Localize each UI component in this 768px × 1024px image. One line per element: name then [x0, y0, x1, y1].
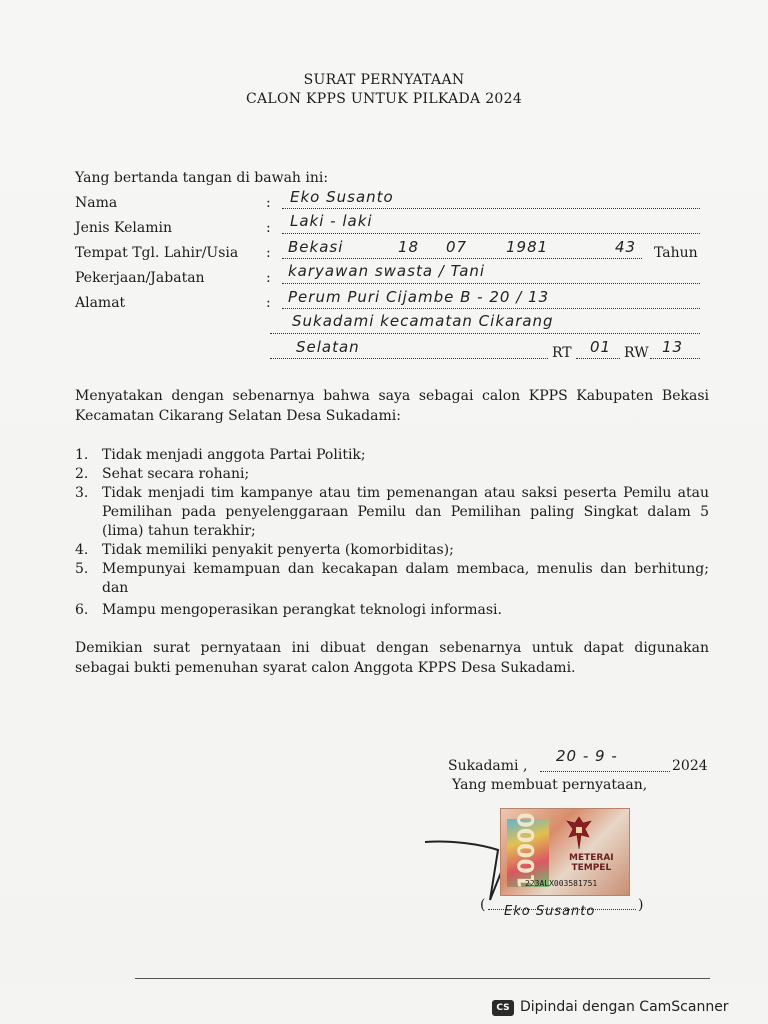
dotted-line — [270, 333, 700, 334]
date-year: 2024 — [672, 758, 708, 774]
rw-label: RW — [624, 345, 649, 361]
stamp-value: 10000 — [515, 812, 540, 889]
field-label-ttl: Tempat Tgl. Lahir/Usia — [75, 245, 239, 261]
field-value-alamat-3: Selatan — [296, 338, 360, 356]
document-title: SURAT PERNYATAAN — [303, 72, 465, 88]
field-value-ttl-place: Bekasi — [288, 238, 344, 256]
stamp-serial: 223ALX003581751 — [525, 879, 598, 888]
signer-name: Eko Susanto — [504, 904, 596, 919]
list-item: 3. Tidak menjadi tim kampanye atau tim pemenangan atau saksi peserta Pemilu atau Pemilihan pada penyelenggaraan Pemilu dan Pemilihan paling Singkat dalam 5 (lima) tahun terakhir; — [75, 485, 709, 539]
dotted-line — [540, 771, 670, 772]
field-value-nama: Eko Susanto — [290, 188, 394, 206]
camscanner-footer — [480, 994, 768, 1022]
field-value-ttl-day: 18 — [398, 238, 420, 256]
dotted-line — [282, 233, 700, 234]
field-label-jenis-kelamin: Jenis Kelamin — [75, 220, 172, 236]
field-value-jenis-kelamin: Laki - laki — [290, 212, 373, 230]
field-value-ttl-year: 1981 — [506, 238, 549, 256]
list-item: 6. Mampu mengoperasikan perangkat teknologi informasi. — [75, 602, 502, 618]
field-value-ttl-month: 07 — [446, 238, 468, 256]
date-handwritten: 20 - 9 - — [556, 747, 618, 765]
field-label-alamat: Alamat — [75, 295, 126, 311]
dotted-line — [282, 258, 642, 259]
dotted-line — [270, 358, 548, 359]
bottom-rule — [135, 978, 710, 979]
field-label-pekerjaan: Pekerjaan/Jabatan — [75, 270, 205, 286]
paren-open: ( — [480, 897, 486, 913]
dotted-line — [282, 283, 700, 284]
camscanner-text: Dipindai dengan CamScanner — [520, 999, 729, 1015]
paren-close: ) — [638, 897, 644, 913]
garuda-emblem-icon — [565, 815, 593, 851]
list-item: 4. Tidak memiliki penyakit penyerta (komorbiditas); — [75, 542, 454, 558]
dotted-line — [282, 208, 700, 209]
field-value-pekerjaan: karyawan swasta / Tani — [288, 262, 486, 280]
rt-label: RT — [552, 345, 572, 361]
dotted-line — [650, 358, 700, 359]
dotted-line — [576, 358, 620, 359]
dotted-line — [282, 308, 700, 309]
statement-paragraph: Menyatakan dengan sebenarnya bahwa saya sebagai calon KPPS Kabupaten Bekasi Kecamatan Cikarang Selatan Desa Sukadami: — [75, 388, 709, 424]
requirements-list — [75, 446, 709, 620]
field-suffix-tahun: Tahun — [654, 245, 698, 261]
colon: : — [266, 295, 271, 311]
list-item: 1. Tidak menjadi anggota Partai Politik; — [75, 447, 366, 463]
colon: : — [266, 270, 271, 286]
stamp-label: METERAI TEMPEL — [569, 853, 614, 873]
field-value-ttl-age: 43 — [615, 238, 637, 256]
colon: : — [266, 220, 271, 236]
field-value-alamat-1: Perum Puri Cijambe B - 20 / 13 — [288, 288, 550, 306]
camscanner-logo-icon: CS — [492, 1000, 514, 1016]
list-item: 2. Sehat secara rohani; — [75, 466, 250, 482]
list-item: 5. Mempunyai kemampuan dan kecakapan dalam membaca, menulis dan berhitung; dan — [75, 561, 709, 596]
rt-value: 01 — [590, 338, 612, 356]
colon: : — [266, 195, 271, 211]
closing-paragraph: Demikian surat pernyataan ini dibuat dengan sebenarnya untuk dapat digunakan sebagai bukti pemenuhan syarat calon Anggota KPPS Desa Sukadami. — [75, 640, 709, 676]
meterai-stamp — [500, 808, 630, 896]
document-subtitle: CALON KPPS UNTUK PILKADA 2024 — [245, 91, 523, 107]
maker-text: Yang membuat pernyataan, — [452, 777, 648, 793]
rw-value: 13 — [662, 338, 684, 356]
field-label-nama: Nama — [75, 195, 118, 211]
field-value-alamat-2: Sukadami kecamatan Cikarang — [292, 312, 554, 330]
intro-text: Yang bertanda tangan di bawah ini: — [75, 170, 329, 186]
colon: : — [266, 245, 271, 261]
place-text: Sukadami , — [448, 758, 528, 774]
